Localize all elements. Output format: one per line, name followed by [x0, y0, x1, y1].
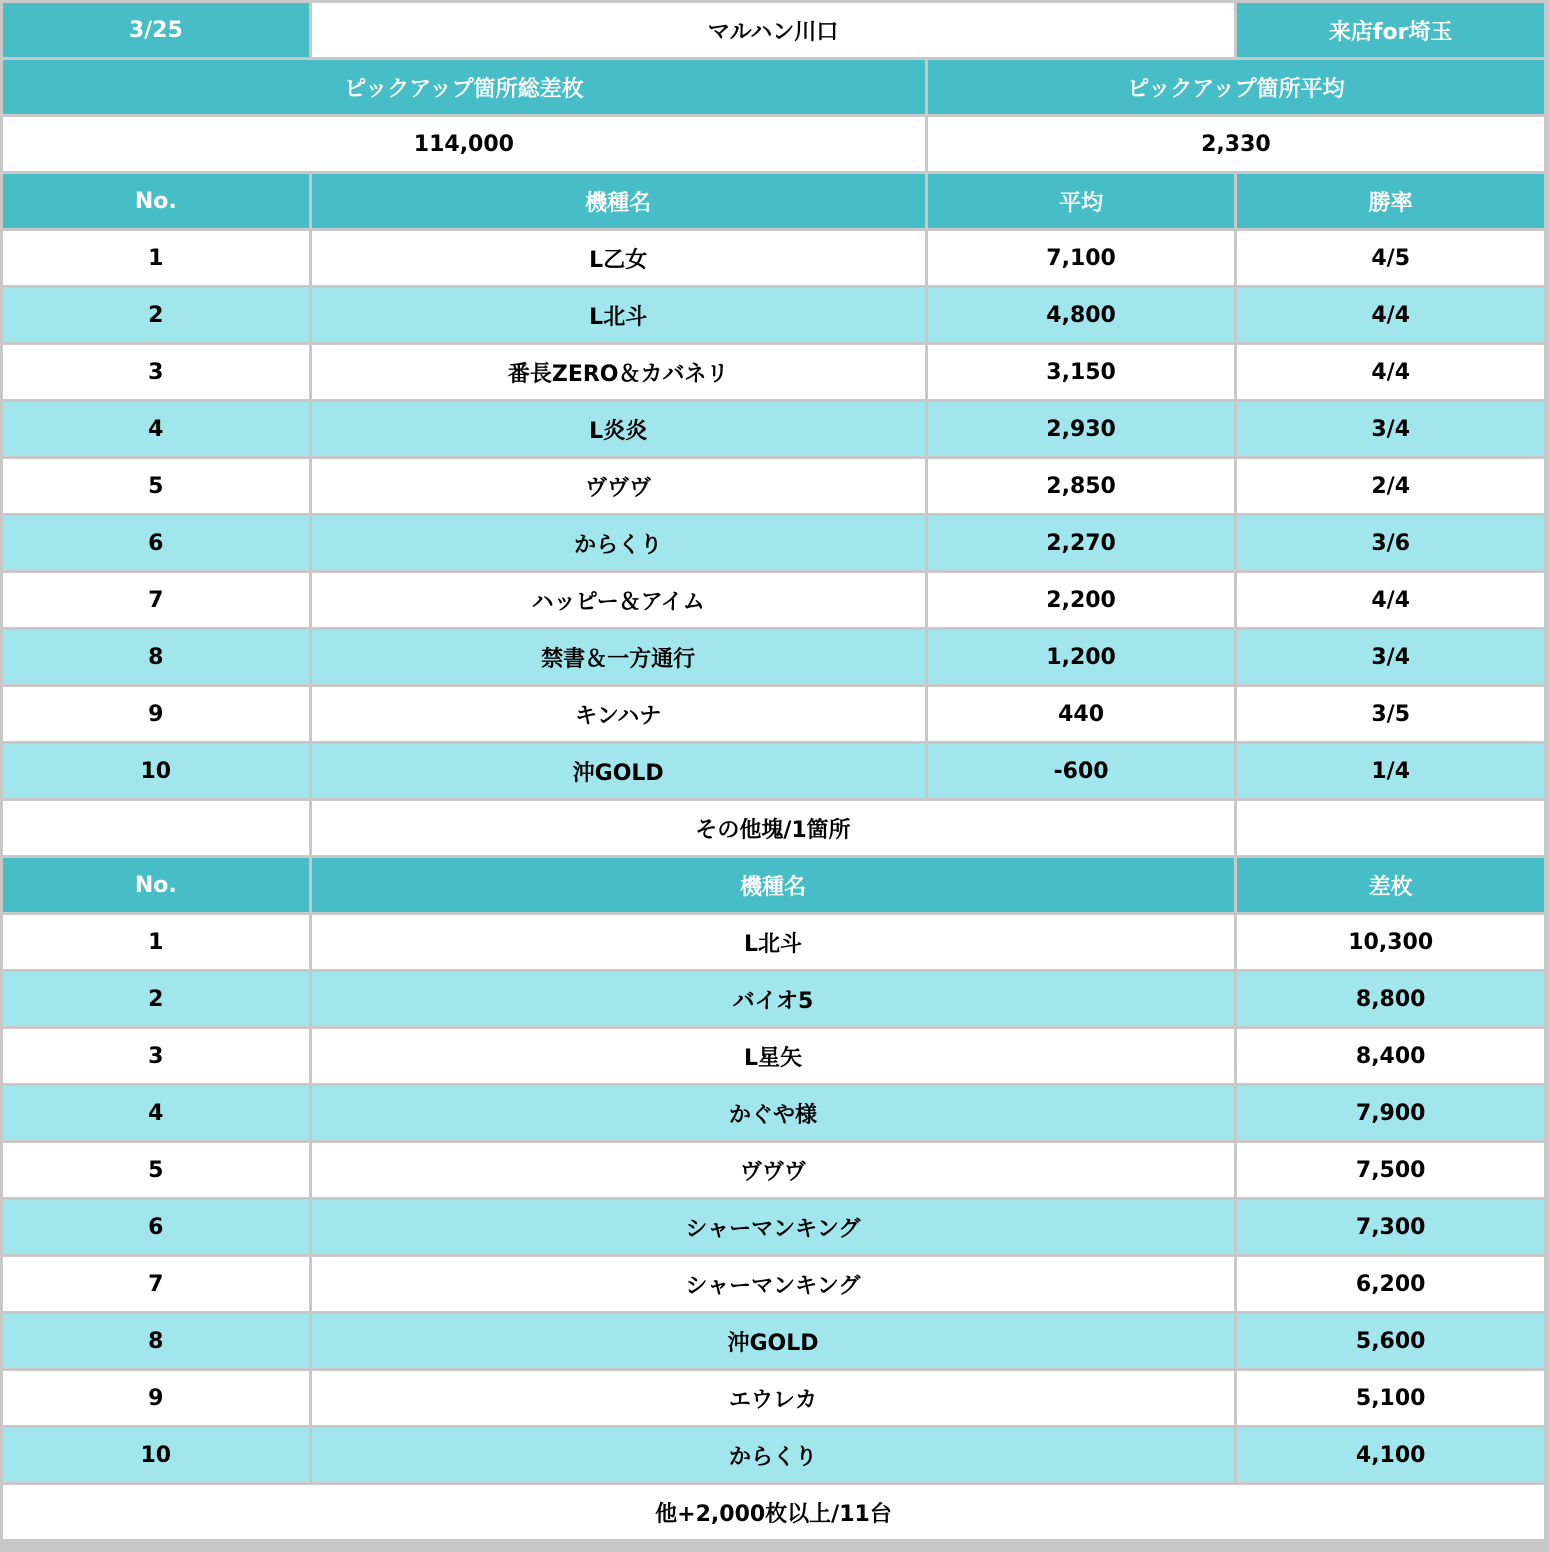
- win-rate: 4/4: [1237, 345, 1544, 399]
- average-value: -600: [928, 744, 1235, 798]
- machine-name: シャーマンキング: [312, 1200, 1235, 1254]
- win-rate: 4/4: [1237, 288, 1544, 342]
- machine-name: エウレカ: [312, 1371, 1235, 1425]
- rank-no: 6: [3, 1200, 309, 1254]
- table-row: [3, 573, 1544, 627]
- win-rate: 4/4: [1237, 573, 1544, 627]
- date-cell: 3/25: [3, 3, 309, 57]
- title-row: [3, 3, 1544, 57]
- difference-value: 10,300: [1237, 915, 1544, 969]
- machine-name: L炎炎: [312, 402, 925, 456]
- average-value: 2,200: [928, 573, 1235, 627]
- summary-header-row: [3, 60, 1544, 114]
- table-row: [3, 1029, 1544, 1083]
- machine-name: ハッピー＆アイム: [312, 573, 925, 627]
- table-row: [3, 687, 1544, 741]
- win-rate: 4/5: [1237, 231, 1544, 285]
- rank-no: 4: [3, 1086, 309, 1140]
- total-value: 114,000: [3, 117, 925, 171]
- rank-no: 1: [3, 915, 309, 969]
- rank-no: 9: [3, 687, 309, 741]
- event-cell: 来店for埼玉: [1237, 3, 1544, 57]
- machine-name: ヴヴヴ: [312, 1143, 1235, 1197]
- average-value: 440: [928, 687, 1235, 741]
- win-rate: 1/4: [1237, 744, 1544, 798]
- difference-value: 7,500: [1237, 1143, 1544, 1197]
- difference-value: 4,100: [1237, 1428, 1544, 1482]
- rank-no: 5: [3, 459, 309, 513]
- empty-cell: [3, 801, 309, 855]
- average-value: 4,800: [928, 288, 1235, 342]
- machine-name: 沖GOLD: [312, 744, 925, 798]
- machine-name: かぐや様: [312, 1086, 1235, 1140]
- rank-no: 7: [3, 573, 309, 627]
- rank-no: 2: [3, 288, 309, 342]
- average-label: ピックアップ箇所平均: [928, 60, 1544, 114]
- empty-cell: [1237, 801, 1544, 855]
- average-value: 2,930: [928, 402, 1235, 456]
- difference-value: 7,900: [1237, 1086, 1544, 1140]
- win-rate: 3/4: [1237, 630, 1544, 684]
- table-row: [3, 345, 1544, 399]
- rank-no: 8: [3, 1314, 309, 1368]
- win-rate: 3/5: [1237, 687, 1544, 741]
- average-value: 2,850: [928, 459, 1235, 513]
- machine-name: L北斗: [312, 915, 1235, 969]
- machine-name: L乙女: [312, 231, 925, 285]
- machine-name: シャーマンキング: [312, 1257, 1235, 1311]
- rank-no: 7: [3, 1257, 309, 1311]
- difference-value: 7,300: [1237, 1200, 1544, 1254]
- table-row: [3, 915, 1544, 969]
- column-header-no: No.: [3, 858, 309, 912]
- average-value: 2,330: [928, 117, 1544, 171]
- ranking-footer-row: [3, 801, 1544, 855]
- column-header-average: 平均: [928, 174, 1235, 228]
- table-row: [3, 1314, 1544, 1368]
- rank-no: 3: [3, 345, 309, 399]
- ranking-footer-note: その他塊/1箇所: [312, 801, 1235, 855]
- column-header-machine: 機種名: [312, 858, 1235, 912]
- average-value: 2,270: [928, 516, 1235, 570]
- table-row: [3, 516, 1544, 570]
- machine-name: L北斗: [312, 288, 925, 342]
- rank-no: 3: [3, 1029, 309, 1083]
- average-value: 7,100: [928, 231, 1235, 285]
- rank-no: 1: [3, 231, 309, 285]
- rank-no: 6: [3, 516, 309, 570]
- table-row: [3, 1143, 1544, 1197]
- machine-name: ヴヴヴ: [312, 459, 925, 513]
- table-row: [3, 1428, 1544, 1482]
- column-header-difference: 差枚: [1237, 858, 1544, 912]
- rank-no: 5: [3, 1143, 309, 1197]
- win-rate: 3/6: [1237, 516, 1544, 570]
- table-row: [3, 1200, 1544, 1254]
- table-row: [3, 459, 1544, 513]
- machine-name: からくり: [312, 516, 925, 570]
- table-row: [3, 1371, 1544, 1425]
- win-rate: 3/4: [1237, 402, 1544, 456]
- machine-name: L星矢: [312, 1029, 1235, 1083]
- machines-footer-note: 他+2,000枚以上/11台: [3, 1485, 1544, 1539]
- machines-header-row: [3, 858, 1544, 912]
- table-row: [3, 1086, 1544, 1140]
- machine-name: 番長ZERO＆カバネリ: [312, 345, 925, 399]
- rank-no: 2: [3, 972, 309, 1026]
- rank-no: 10: [3, 744, 309, 798]
- summary-value-row: [3, 117, 1544, 171]
- machine-name: バイオ5: [312, 972, 1235, 1026]
- total-label: ピックアップ箇所総差枚: [3, 60, 925, 114]
- difference-value: 5,600: [1237, 1314, 1544, 1368]
- table-row: [3, 231, 1544, 285]
- machines-footer-row: [3, 1485, 1544, 1539]
- table-row: [3, 744, 1544, 798]
- difference-value: 6,200: [1237, 1257, 1544, 1311]
- average-value: 1,200: [928, 630, 1235, 684]
- rank-no: 8: [3, 630, 309, 684]
- table-row: [3, 402, 1544, 456]
- column-header-winrate: 勝率: [1237, 174, 1544, 228]
- table-row: [3, 288, 1544, 342]
- table-row: [3, 972, 1544, 1026]
- table-row: [3, 1257, 1544, 1311]
- rank-no: 9: [3, 1371, 309, 1425]
- rank-no: 4: [3, 402, 309, 456]
- column-header-no: No.: [3, 174, 309, 228]
- machine-name: からくり: [312, 1428, 1235, 1482]
- machine-name: 禁書＆一方通行: [312, 630, 925, 684]
- average-value: 3,150: [928, 345, 1235, 399]
- difference-value: 5,100: [1237, 1371, 1544, 1425]
- table-row: [3, 630, 1544, 684]
- column-header-machine: 機種名: [312, 174, 925, 228]
- difference-value: 8,800: [1237, 972, 1544, 1026]
- machine-name: 沖GOLD: [312, 1314, 1235, 1368]
- ranking-header-row: [3, 174, 1544, 228]
- rank-no: 10: [3, 1428, 309, 1482]
- store-name: マルハン川口: [312, 3, 1235, 57]
- difference-value: 8,400: [1237, 1029, 1544, 1083]
- machine-name: キンハナ: [312, 687, 925, 741]
- win-rate: 2/4: [1237, 459, 1544, 513]
